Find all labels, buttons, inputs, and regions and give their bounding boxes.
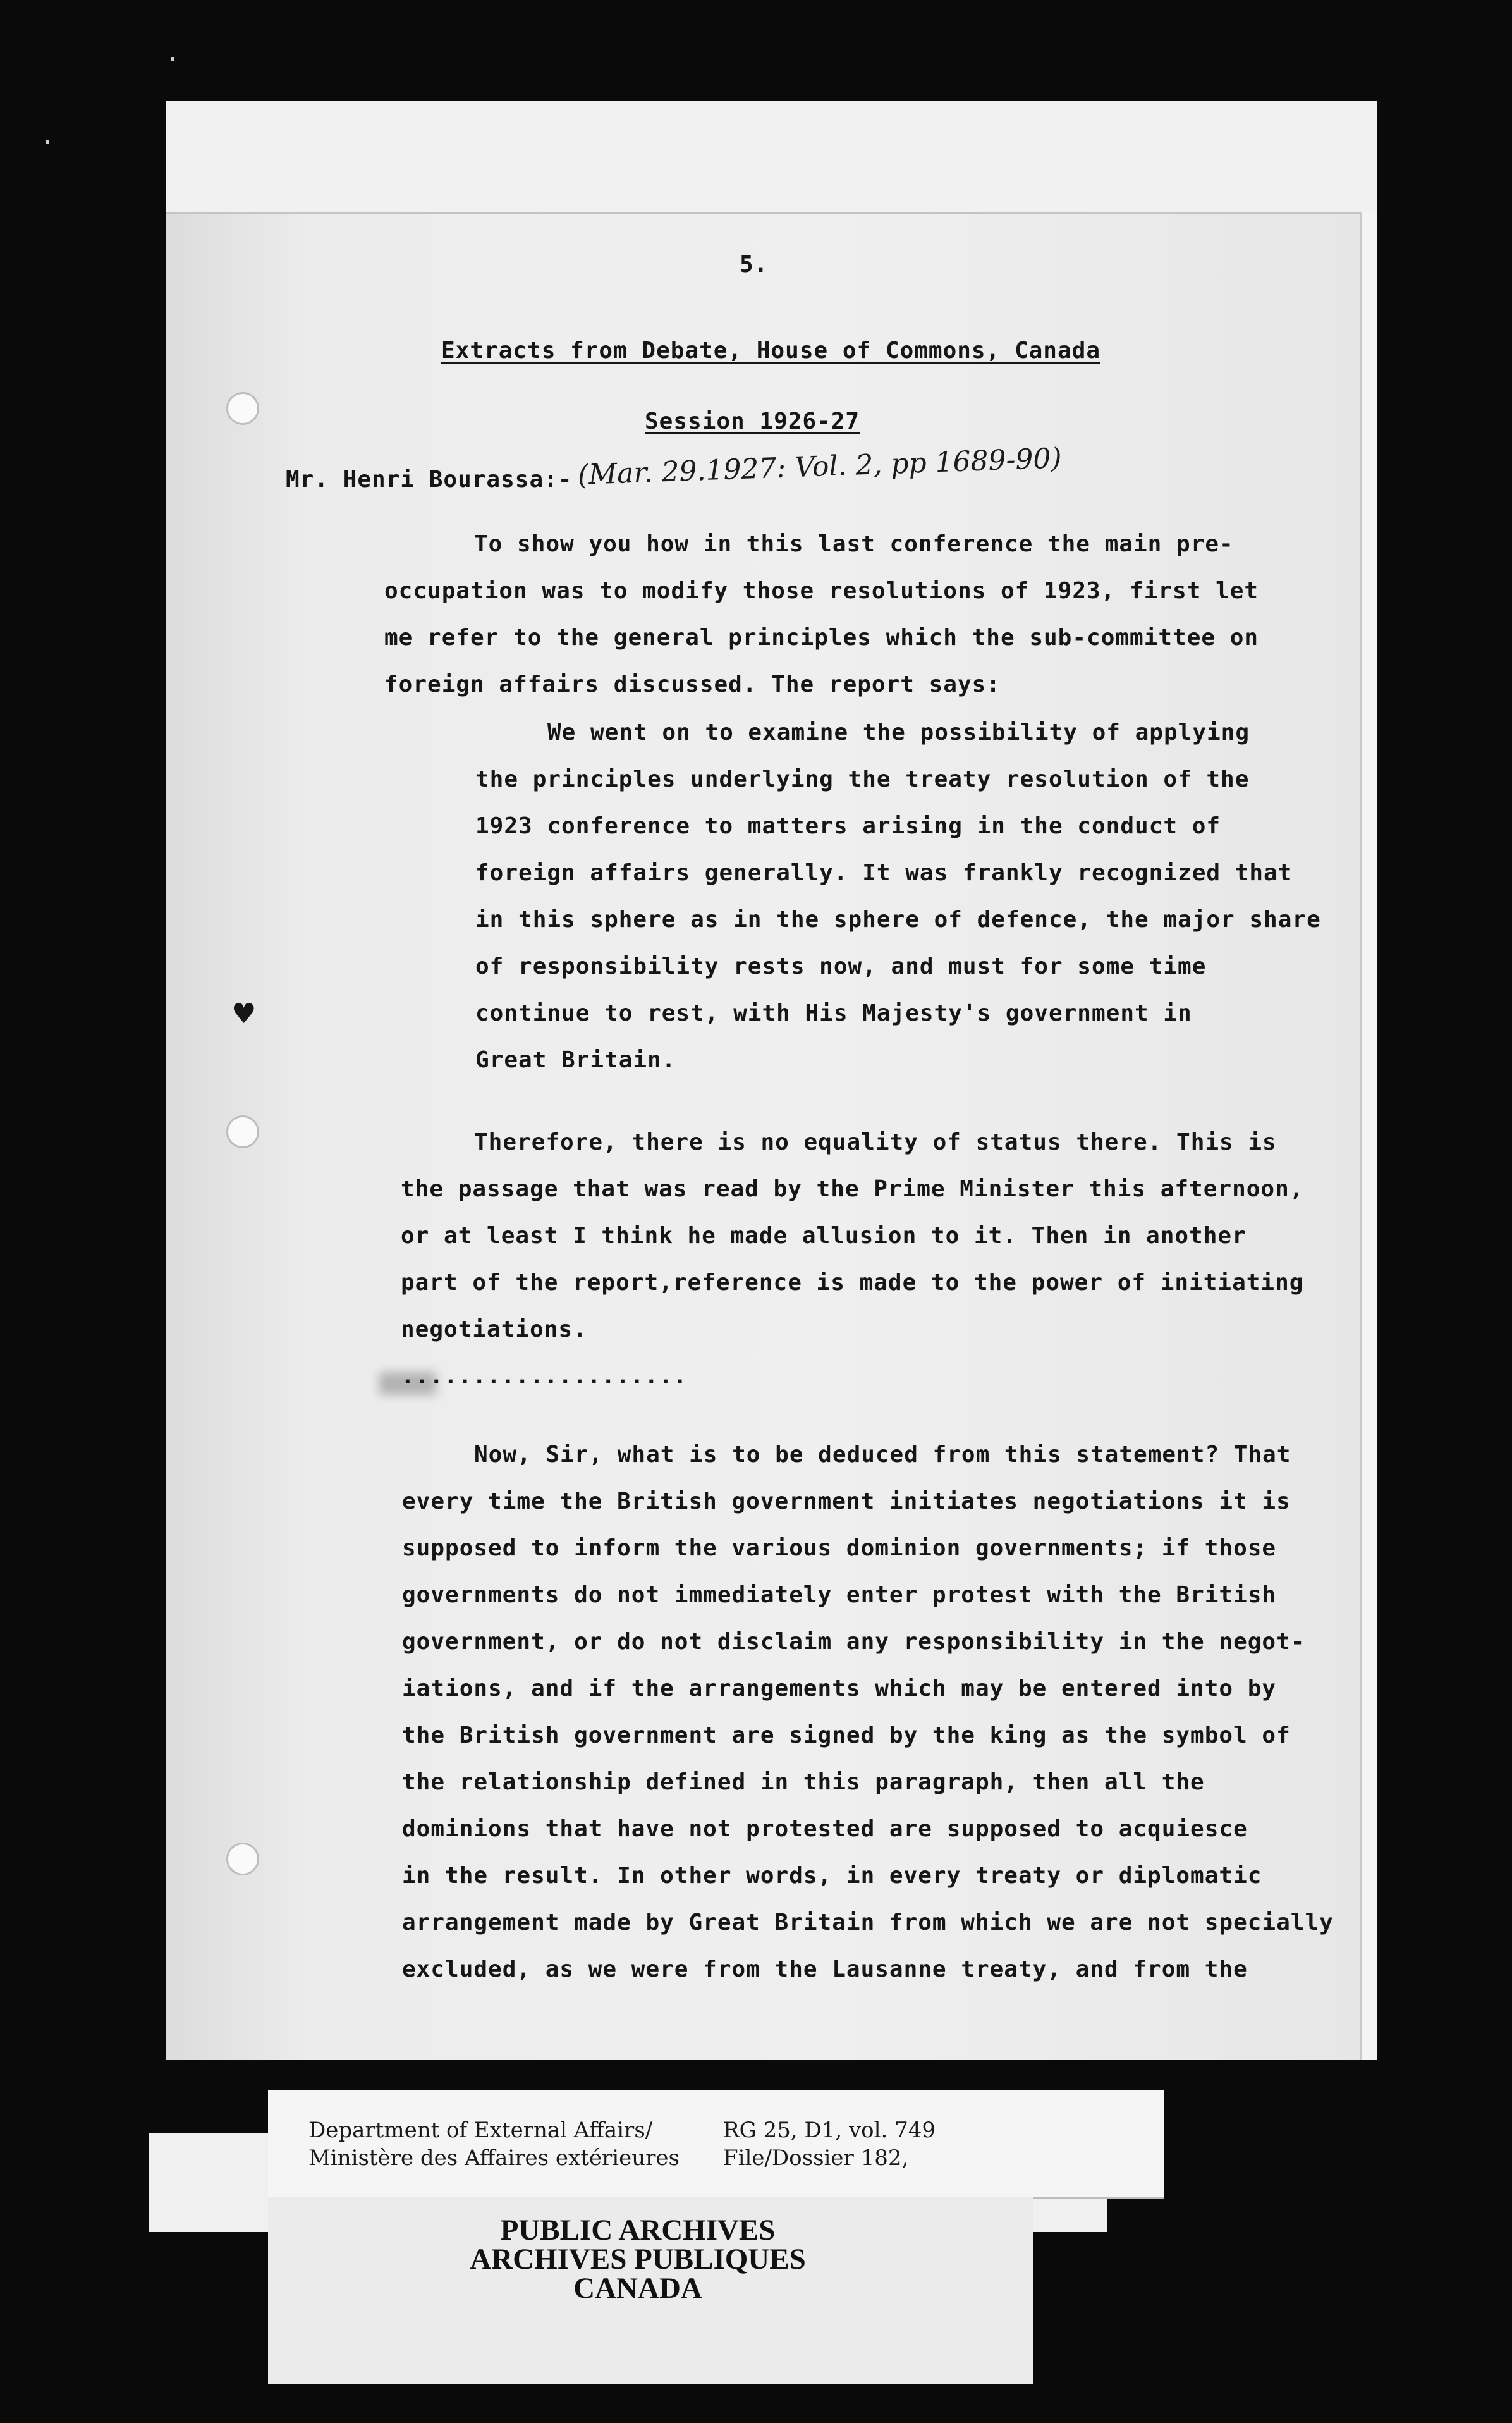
archive-stamp [268,2197,1033,2384]
paragraph-3-line: the relationship defined in this paragraph, then all the [402,1769,1205,1795]
punch-hole [226,1115,259,1148]
quote-line: We went on to examine the possibility of applying [547,720,1250,745]
session-heading: Session 1926-27 [645,408,860,434]
paragraph-3-line: in the result. In other words, in every treaty or diplomatic [402,1863,1262,1889]
punch-hole [226,1843,259,1875]
speaker-name: Mr. Henri Bourassa:- [286,467,573,493]
stamp-line-2: ARCHIVES PUBLIQUES [470,2243,806,2276]
quote-line: in this sphere as in the sphere of defence, the major share [475,907,1321,933]
quote-line: foreign affairs generally. It was frankly recognized that [475,860,1293,886]
document-page [166,101,1377,2060]
quote-line: 1923 conference to matters arising in the conduct of [475,813,1221,839]
heart-mark-icon: ♥ [231,998,257,1030]
quote-line: the principles underlying the treaty resolution of the [475,766,1250,792]
paragraph-3-line: dominions that have not protested are supposed to acquiesce [402,1816,1248,1842]
paragraph-2-line: the passage that was read by the Prime Minister this afternoon, [401,1176,1304,1202]
paragraph-3-line: excluded, as we were from the Lausanne treaty, and from the [402,1956,1248,1982]
paragraph-1-line: occupation was to modify those resolutions of 1923, first let [384,578,1259,604]
paragraph-3-line: governments do not immediately enter protest with the British [402,1582,1277,1608]
document-heading: Extracts from Debate, House of Commons, Canada [441,338,1100,364]
paragraph-2-line: Therefore, there is no equality of status there. This is [474,1129,1277,1155]
paragraph-1-line: me refer to the general principles which the sub-committee on [384,625,1259,651]
quote-line: Great Britain. [475,1047,676,1073]
paragraph-2-line: part of the report,reference is made to the power of initiating [401,1270,1304,1296]
paragraph-1-line: foreign affairs discussed. The report says: [384,672,1001,697]
separator-dots: .................... [401,1363,688,1389]
punch-hole [226,392,259,425]
film-speck [171,57,174,61]
paragraph-3-line: iations, and if the arrangements which may be entered into by [402,1676,1277,1702]
paragraph-3-line: Now, Sir, what is to be deduced from this statement? That [474,1442,1291,1468]
page-right-edge [1360,212,1377,2060]
paragraph-2-line: or at least I think he made allusion to it. Then in another [401,1223,1247,1249]
archive-reference-label [268,2090,1164,2199]
paragraph-3-line: government, or do not disclaim any responsibility in the negot- [402,1629,1305,1655]
record-group-reference: RG 25, D1, vol. 749 [723,2118,936,2143]
paragraph-3-line: arrangement made by Great Britain from which we are not specially [402,1910,1334,1935]
paragraph-3-line: every time the British government initiates negotiations it is [402,1488,1291,1514]
film-speck [46,140,49,144]
handwritten-citation: (Mar. 29.1927: Vol. 2, pp 1689-90) [577,442,1063,491]
stamp-line-1: PUBLIC ARCHIVES [500,2214,776,2247]
quote-line: continue to rest, with His Majesty's government in [475,1000,1192,1026]
quote-line: of responsibility rests now, and must for some time [475,954,1207,979]
paragraph-2-line: negotiations. [401,1316,587,1342]
paragraph-1-line: To show you how in this last conference the main pre- [474,531,1234,557]
page-top-fold [166,101,1377,214]
page-number: 5. [740,252,769,278]
file-reference: File/Dossier 182, [723,2145,909,2171]
stamp-line-3: CANADA [573,2272,702,2305]
paragraph-3-line: supposed to inform the various dominion governments; if those [402,1535,1277,1561]
department-english: Department of External Affairs/ [308,2118,653,2143]
paragraph-3-line: the British government are signed by the king as the symbol of [402,1722,1291,1748]
department-french: Ministère des Affaires extérieures [308,2145,680,2171]
